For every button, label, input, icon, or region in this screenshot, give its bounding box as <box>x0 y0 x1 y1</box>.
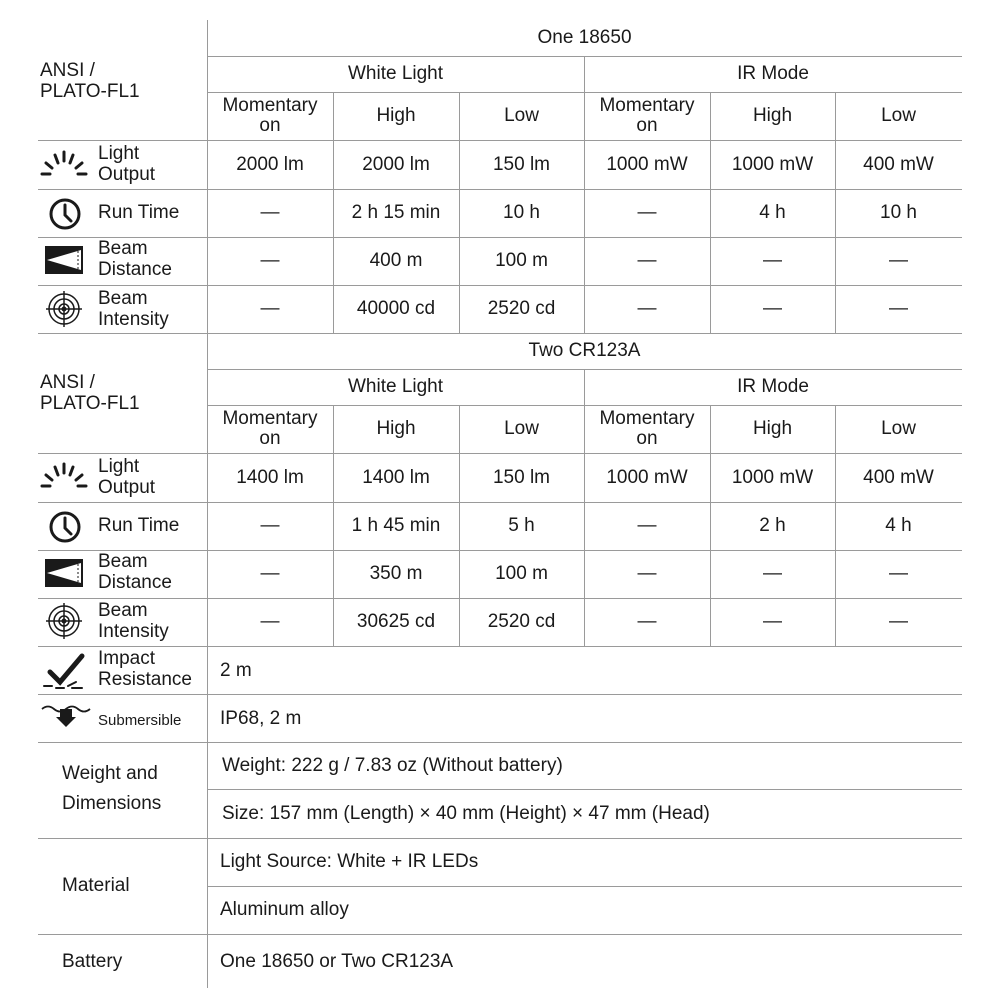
mode-header: Momentary on <box>599 408 695 449</box>
body-material-value: Aluminum alloy <box>220 899 349 920</box>
value-cell: 1000 mW <box>606 153 688 175</box>
mode-header: Momentary on <box>222 408 318 449</box>
value-cell: 400 m <box>369 250 423 271</box>
value-cell: 5 h <box>508 515 535 536</box>
standard-label: ANSI / PLATO-FL1 <box>40 60 140 102</box>
value-cell: 1 h 45 min <box>351 515 441 536</box>
value-cell: — <box>637 611 657 632</box>
value-cell: 2 h 15 min <box>351 202 441 223</box>
mode-header: Low <box>881 418 916 439</box>
value-cell: — <box>260 563 280 584</box>
mode-header: Low <box>881 105 916 126</box>
value-cell: — <box>889 563 908 584</box>
mode-header: Low <box>504 105 539 126</box>
value-cell: 1400 lm <box>236 466 304 488</box>
row-label: Light Output <box>98 456 156 498</box>
mode-header: High <box>752 105 793 126</box>
value-cell: 1000 mW <box>606 466 688 488</box>
mode-header: Low <box>504 418 539 439</box>
value-cell: 30625 cd <box>356 611 436 632</box>
impact-resistance-icon <box>42 652 90 690</box>
value-cell: 10 h <box>503 202 540 223</box>
value-cell: — <box>637 250 657 271</box>
grid-line <box>38 838 962 839</box>
value-cell: — <box>260 298 280 319</box>
value-cell: 1000 mW <box>731 466 814 488</box>
value-cell: 400 mW <box>863 153 934 175</box>
standard-label: ANSI / PLATO-FL1 <box>40 372 140 414</box>
beam-intensity-icon <box>44 291 84 327</box>
value-cell: 10 h <box>880 202 917 223</box>
group-header-white-light: White Light <box>347 63 444 84</box>
value-cell: — <box>260 202 280 223</box>
value-cell: — <box>763 298 782 319</box>
value-cell: 2000 lm <box>236 153 304 175</box>
value-cell: — <box>637 298 657 319</box>
value-cell: 2520 cd <box>487 611 556 632</box>
submersible-icon <box>40 703 92 729</box>
grid-line <box>38 646 962 647</box>
value-cell: — <box>637 515 657 536</box>
light-output-icon <box>38 150 90 180</box>
impact-value: 2 m <box>220 660 252 681</box>
value-cell: — <box>763 563 782 584</box>
value-cell: — <box>260 515 280 536</box>
value-cell: — <box>763 250 782 271</box>
value-cell: 150 lm <box>492 466 551 488</box>
light-source-value: Light Source: White + IR LEDs <box>220 851 479 872</box>
value-cell: 2 h <box>759 515 786 536</box>
battery-header: One 18650 <box>537 27 632 48</box>
value-cell: — <box>260 611 280 632</box>
value-cell: 100 m <box>495 250 548 271</box>
submersible-value: IP68, 2 m <box>220 708 302 729</box>
group-header-white-light: White Light <box>347 376 444 397</box>
row-label: Beam Distance <box>98 238 172 280</box>
grid-line <box>38 694 962 695</box>
group-header-ir-mode: IR Mode <box>737 63 809 84</box>
value-cell: — <box>889 298 908 319</box>
beam-distance-icon <box>44 245 84 275</box>
clock-icon <box>48 510 82 544</box>
value-cell: 150 lm <box>492 153 551 175</box>
row-label: Light Output <box>98 143 156 185</box>
beam-intensity-icon <box>44 603 84 639</box>
value-cell: 2520 cd <box>487 298 556 319</box>
value-cell: — <box>889 250 908 271</box>
beam-distance-icon <box>44 558 84 588</box>
value-cell: 350 m <box>369 563 423 584</box>
weight-value: Weight: 222 g / 7.83 oz (Without battery) <box>222 754 563 776</box>
value-cell: 400 mW <box>863 466 934 488</box>
value-cell: — <box>889 611 908 632</box>
weight-dimensions-label: Weight and Dimensions <box>62 763 162 814</box>
row-label: Beam Intensity <box>98 600 169 642</box>
battery-label: Battery <box>62 950 123 972</box>
row-label: Beam Distance <box>98 551 172 593</box>
value-cell: 100 m <box>495 563 548 584</box>
value-cell: 2000 lm <box>362 153 430 175</box>
light-output-icon <box>38 462 90 492</box>
value-cell: 1400 lm <box>362 466 430 488</box>
group-header-ir-mode: IR Mode <box>737 376 809 397</box>
grid-line <box>38 934 962 935</box>
value-cell: 4 h <box>759 202 786 223</box>
value-cell: — <box>763 611 782 632</box>
value-cell: — <box>260 250 280 271</box>
row-label: Submersible <box>98 712 182 729</box>
clock-icon <box>48 197 82 231</box>
row-label: Beam Intensity <box>98 288 169 330</box>
mode-header: Momentary on <box>222 95 318 136</box>
battery-header: Two CR123A <box>528 340 641 361</box>
mode-header: Momentary on <box>599 95 695 136</box>
value-cell: 40000 cd <box>356 298 436 319</box>
row-label: Run Time <box>98 515 180 536</box>
battery-value: One 18650 or Two CR123A <box>220 950 454 972</box>
value-cell: — <box>637 563 657 584</box>
row-label: Impact Resistance <box>98 648 192 690</box>
value-cell: 4 h <box>885 515 912 536</box>
row-label: Run Time <box>98 202 180 223</box>
mode-header: High <box>376 105 416 126</box>
mode-header: High <box>752 418 793 439</box>
material-label: Material <box>62 875 130 896</box>
value-cell: 1000 mW <box>731 153 814 175</box>
mode-header: High <box>376 418 416 439</box>
size-value: Size: 157 mm (Length) × 40 mm (Height) × 47 mm (Head) <box>222 803 710 824</box>
value-cell: — <box>637 202 657 223</box>
